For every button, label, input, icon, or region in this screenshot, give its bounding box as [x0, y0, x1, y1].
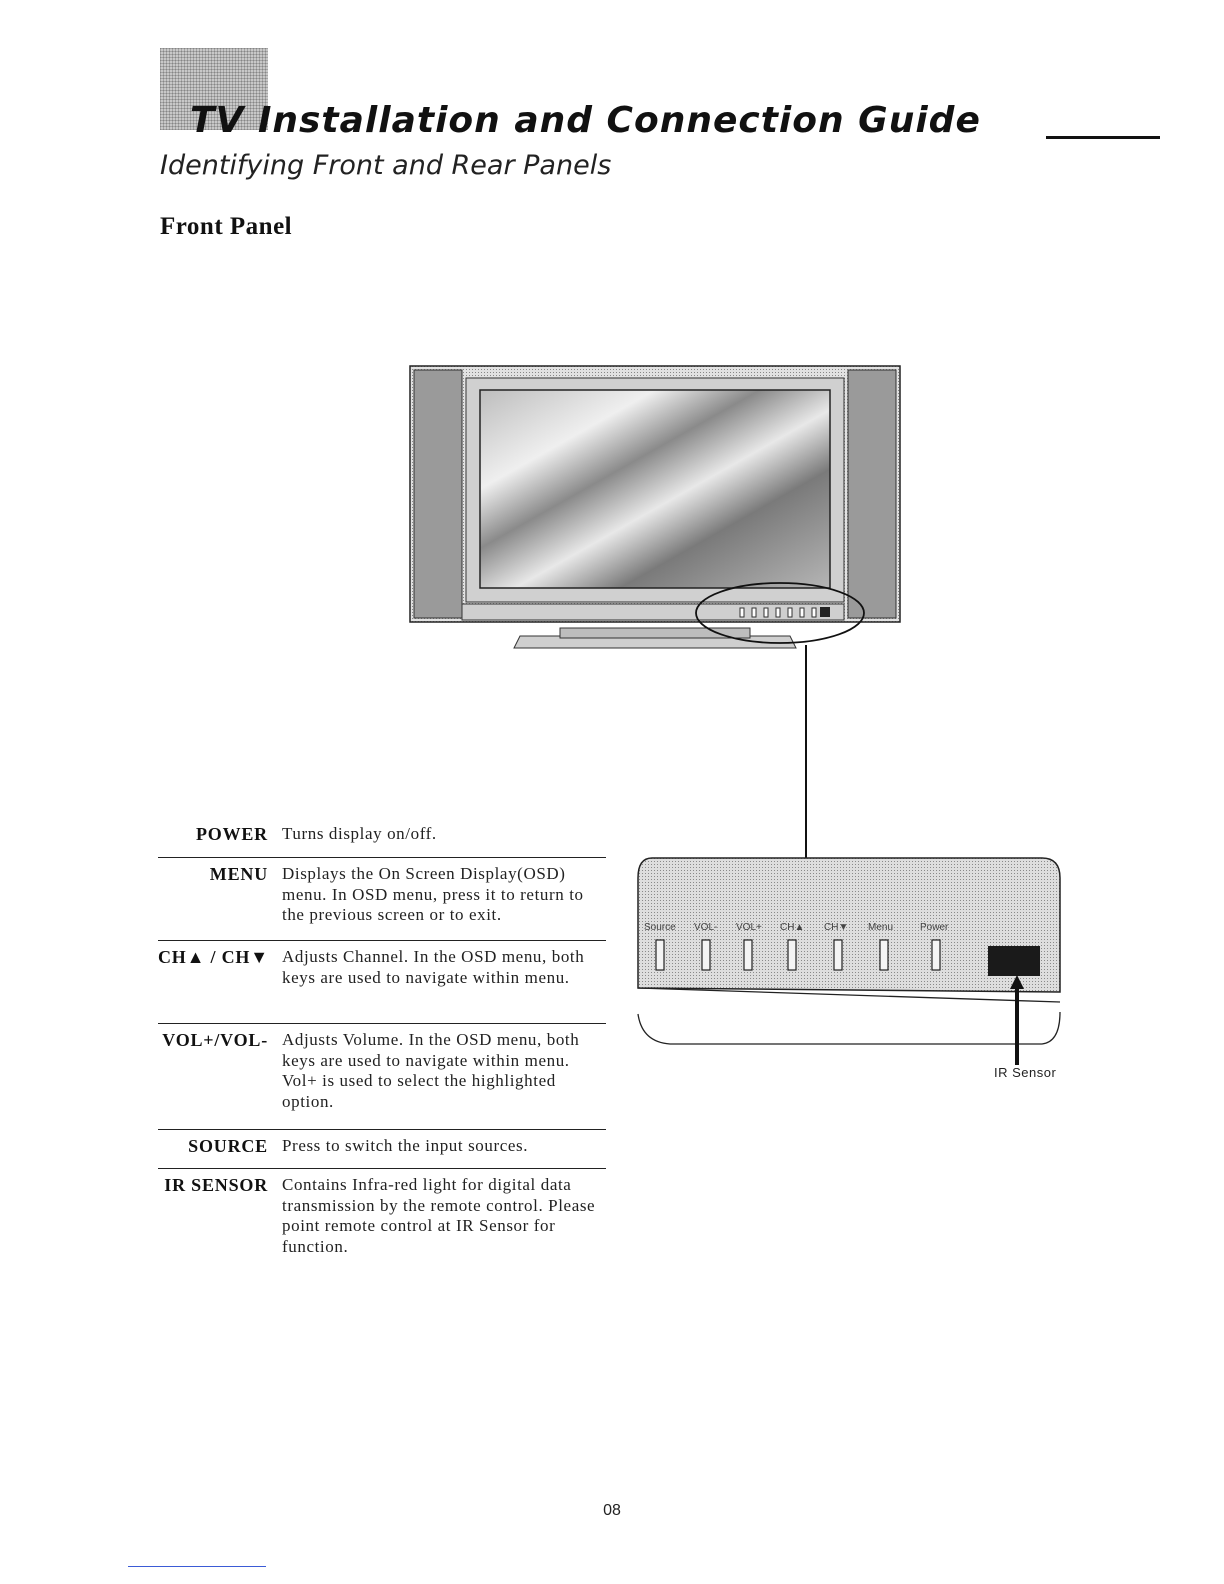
feature-description: Press to switch the input sources.: [282, 1136, 529, 1155]
feature-name: IR SENSOR: [164, 1175, 268, 1195]
page-title: TV Installation and Connection Guide: [190, 100, 981, 141]
feature-description: Adjusts Channel. In the OSD menu, both keys are used to navigate within menu.: [282, 947, 585, 987]
tv-front-illustration: [400, 360, 910, 660]
panel-closeup-illustration: [630, 852, 1070, 1062]
feature-description-table: [158, 822, 606, 1265]
footer-link-underline: [128, 1566, 266, 1567]
table-row: [158, 940, 606, 1023]
section-title: Front Panel: [160, 213, 293, 240]
panel-label-source: Source: [644, 922, 676, 933]
ir-sensor-caption: IR Sensor: [994, 1065, 1057, 1080]
panel-label-ch-down: CH▼: [824, 922, 849, 933]
table-row: [158, 1129, 606, 1168]
ir-sensor-arrow: [1010, 975, 1024, 1065]
panel-label-power: Power: [920, 922, 949, 933]
callout-leader-line: [805, 645, 807, 858]
page-number: 08: [603, 1502, 621, 1519]
panel-label-menu: Menu: [868, 922, 894, 933]
feature-description: Adjusts Volume. In the OSD menu, both keys are used to navigate within menu. Vol+ is used to select the highlighted option.: [282, 1030, 580, 1111]
feature-name: POWER: [195, 824, 268, 844]
feature-description: Displays the On Screen Display(OSD) menu. In OSD menu, press it to return to the previous screen or to exit.: [282, 864, 584, 924]
table-row: [158, 822, 606, 857]
page-subtitle: Identifying Front and Rear Panels: [160, 150, 612, 181]
table-row: [158, 857, 606, 940]
table-row: [158, 1023, 606, 1129]
feature-name: SOURCE: [188, 1136, 268, 1156]
feature-name: VOL+/VOL-: [162, 1030, 268, 1050]
feature-description: Turns display on/off.: [282, 824, 437, 843]
panel-label-ch-up: CH▲: [780, 922, 805, 933]
feature-description: Contains Infra-red light for digital data transmission by the remote control. Please point remote control at IR Sensor for function.: [282, 1175, 596, 1256]
feature-name: MENU: [209, 864, 268, 884]
panel-label-vol-plus: VOL+: [736, 922, 762, 933]
table-row: [158, 1168, 606, 1265]
panel-label-vol-minus: VOL-: [694, 922, 718, 933]
feature-name: CH▲ / CH▼: [158, 947, 269, 967]
title-underline: [1046, 136, 1160, 139]
